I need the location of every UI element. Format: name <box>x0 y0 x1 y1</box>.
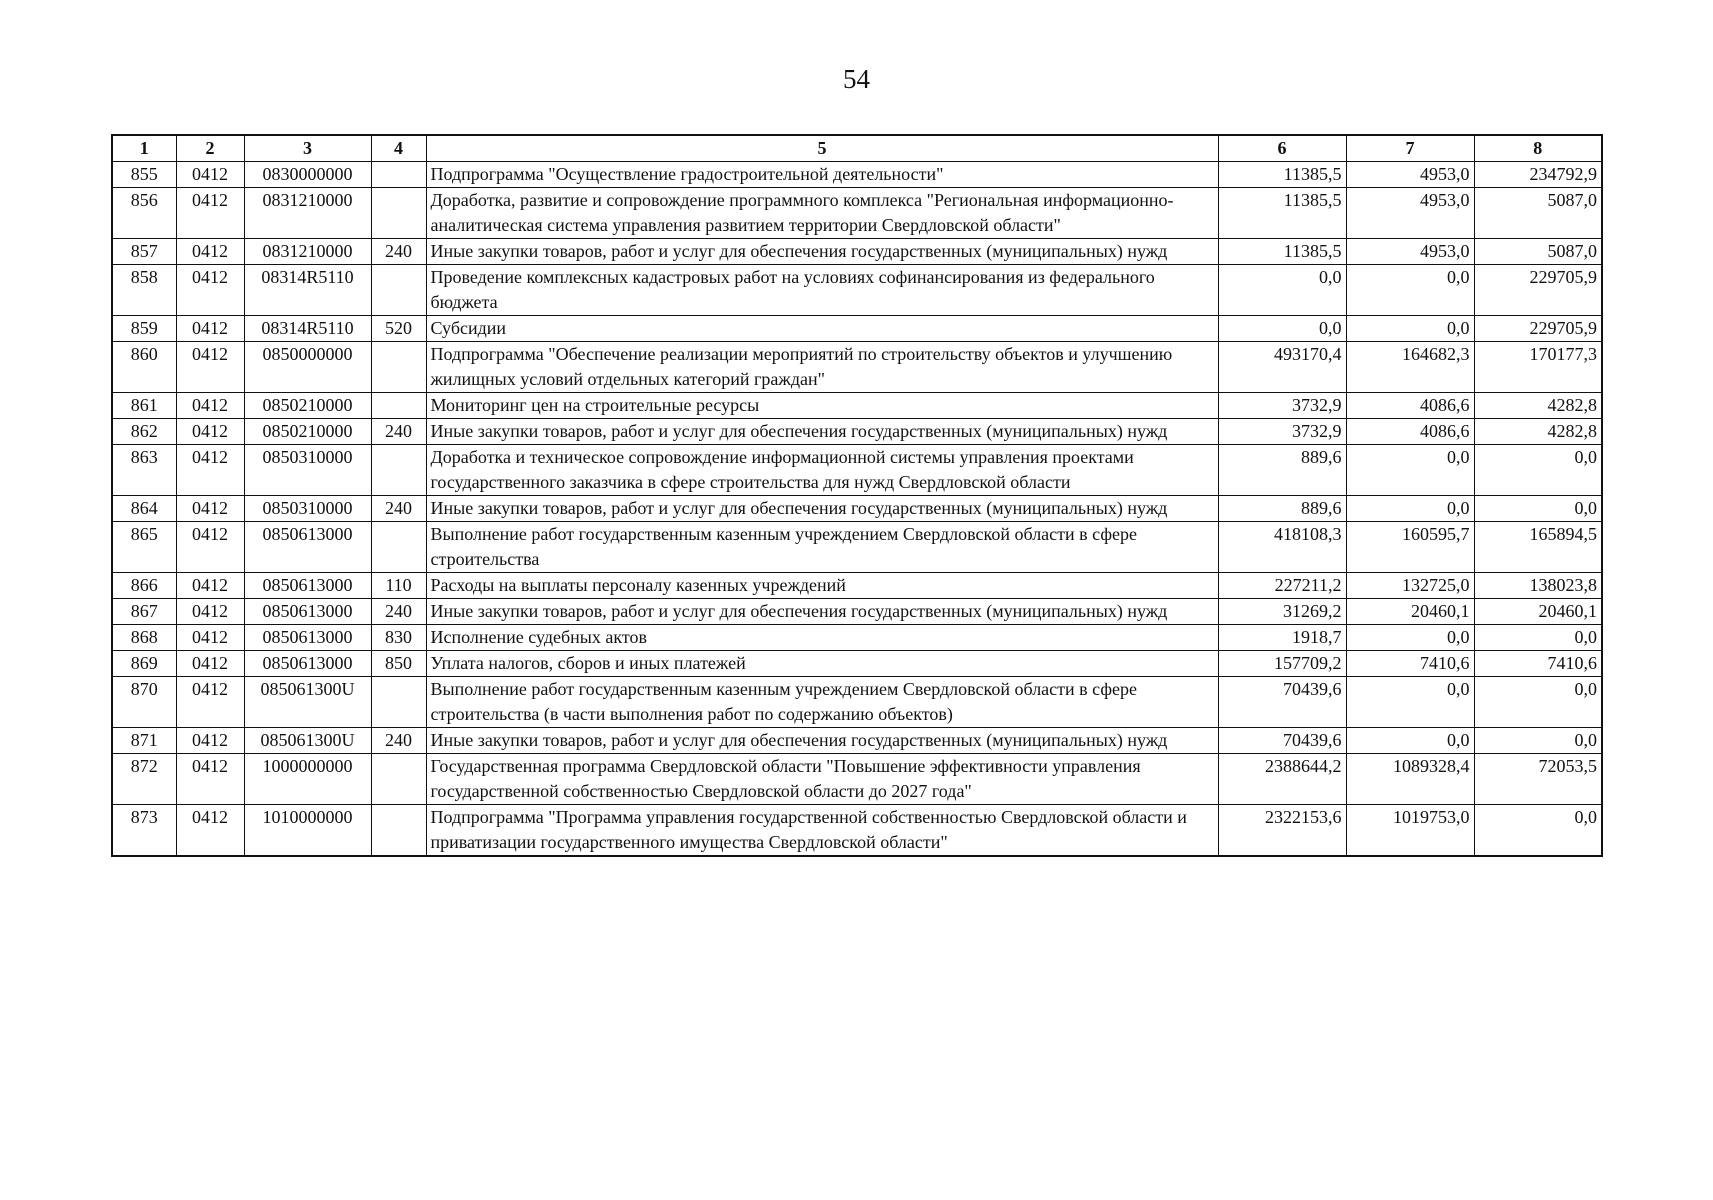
item-name: Выполнение работ государственным казенным учреждением Свердловской области в сфере строительства (в части выполнения работ по содержанию объектов) <box>426 677 1218 728</box>
row-number: 865 <box>112 522 176 573</box>
target-code: 1010000000 <box>244 805 371 857</box>
amount-col-7: 4953,0 <box>1346 188 1474 239</box>
section-code: 0412 <box>176 188 244 239</box>
amount-col-6: 2388644,2 <box>1218 754 1346 805</box>
row-number: 869 <box>112 651 176 677</box>
expense-type-code <box>371 393 426 419</box>
expense-type-code <box>371 342 426 393</box>
header-row <box>112 135 1602 162</box>
amount-col-8: 20460,1 <box>1474 599 1602 625</box>
section-code: 0412 <box>176 651 244 677</box>
amount-col-8: 165894,5 <box>1474 522 1602 573</box>
target-code: 1000000000 <box>244 754 371 805</box>
row-number: 870 <box>112 677 176 728</box>
expense-type-code <box>371 445 426 496</box>
amount-col-6: 31269,2 <box>1218 599 1346 625</box>
section-code: 0412 <box>176 316 244 342</box>
amount-col-8: 229705,9 <box>1474 316 1602 342</box>
table-row <box>112 342 1602 393</box>
target-code: 0850613000 <box>244 573 371 599</box>
row-number: 856 <box>112 188 176 239</box>
row-number: 860 <box>112 342 176 393</box>
amount-col-6: 0,0 <box>1218 316 1346 342</box>
expense-type-code: 850 <box>371 651 426 677</box>
amount-col-6: 1918,7 <box>1218 625 1346 651</box>
amount-col-6: 70439,6 <box>1218 728 1346 754</box>
header-cell: 1 <box>112 135 176 162</box>
expense-type-code <box>371 188 426 239</box>
item-name: Субсидии <box>426 316 1218 342</box>
header-cell: 6 <box>1218 135 1346 162</box>
amount-col-6: 227211,2 <box>1218 573 1346 599</box>
section-code: 0412 <box>176 805 244 857</box>
amount-col-6: 493170,4 <box>1218 342 1346 393</box>
target-code: 08314R5110 <box>244 265 371 316</box>
item-name: Государственная программа Свердловской области "Повышение эффективности управления государственной собственностью Свердловской области до 2027 года" <box>426 754 1218 805</box>
header-cell: 8 <box>1474 135 1602 162</box>
section-code: 0412 <box>176 728 244 754</box>
table-body <box>112 162 1602 857</box>
amount-col-7: 0,0 <box>1346 445 1474 496</box>
target-code: 0850210000 <box>244 393 371 419</box>
amount-col-7: 4086,6 <box>1346 393 1474 419</box>
section-code: 0412 <box>176 573 244 599</box>
item-name: Расходы на выплаты персоналу казенных учреждений <box>426 573 1218 599</box>
amount-col-6: 3732,9 <box>1218 393 1346 419</box>
target-code: 0850000000 <box>244 342 371 393</box>
amount-col-7: 0,0 <box>1346 677 1474 728</box>
row-number: 872 <box>112 754 176 805</box>
amount-col-8: 4282,8 <box>1474 393 1602 419</box>
amount-col-8: 0,0 <box>1474 805 1602 857</box>
expense-type-code: 830 <box>371 625 426 651</box>
table-row <box>112 496 1602 522</box>
amount-col-7: 132725,0 <box>1346 573 1474 599</box>
amount-col-6: 11385,5 <box>1218 162 1346 188</box>
amount-col-6: 889,6 <box>1218 496 1346 522</box>
amount-col-8: 234792,9 <box>1474 162 1602 188</box>
target-code: 0850613000 <box>244 522 371 573</box>
amount-col-8: 5087,0 <box>1474 239 1602 265</box>
table-row <box>112 522 1602 573</box>
header-cell: 3 <box>244 135 371 162</box>
item-name: Выполнение работ государственным казенным учреждением Свердловской области в сфере строительства <box>426 522 1218 573</box>
amount-col-7: 0,0 <box>1346 265 1474 316</box>
target-code: 0831210000 <box>244 188 371 239</box>
table-row <box>112 419 1602 445</box>
amount-col-7: 164682,3 <box>1346 342 1474 393</box>
item-name: Иные закупки товаров, работ и услуг для обеспечения государственных (муниципальных) нужд <box>426 419 1218 445</box>
amount-col-8: 0,0 <box>1474 445 1602 496</box>
item-name: Подпрограмма "Обеспечение реализации мероприятий по строительству объектов и улучшению жилищных условий отдельных категорий граждан" <box>426 342 1218 393</box>
item-name: Доработка и техническое сопровождение информационной системы управления проектами государственного заказчика в сфере строительства для нужд Свердловской области <box>426 445 1218 496</box>
row-number: 863 <box>112 445 176 496</box>
amount-col-7: 0,0 <box>1346 496 1474 522</box>
amount-col-8: 5087,0 <box>1474 188 1602 239</box>
budget-table <box>111 134 1603 857</box>
page-number: 54 <box>843 64 870 94</box>
target-code: 0830000000 <box>244 162 371 188</box>
expense-type-code: 240 <box>371 239 426 265</box>
header-cell: 2 <box>176 135 244 162</box>
amount-col-7: 4953,0 <box>1346 162 1474 188</box>
target-code: 0850310000 <box>244 496 371 522</box>
expense-type-code <box>371 265 426 316</box>
section-code: 0412 <box>176 445 244 496</box>
section-code: 0412 <box>176 265 244 316</box>
amount-col-8: 7410,6 <box>1474 651 1602 677</box>
row-number: 861 <box>112 393 176 419</box>
table-row <box>112 805 1602 857</box>
expense-type-code: 240 <box>371 496 426 522</box>
section-code: 0412 <box>176 625 244 651</box>
amount-col-8: 0,0 <box>1474 728 1602 754</box>
table-row <box>112 316 1602 342</box>
table-row <box>112 754 1602 805</box>
item-name: Мониторинг цен на строительные ресурсы <box>426 393 1218 419</box>
target-code: 085061300U <box>244 728 371 754</box>
table-row <box>112 728 1602 754</box>
item-name: Доработка, развитие и сопровождение программного комплекса "Региональная информационно-аналитическая система управления развитием территории Свердловской области" <box>426 188 1218 239</box>
amount-col-7: 1019753,0 <box>1346 805 1474 857</box>
expense-type-code <box>371 162 426 188</box>
amount-col-6: 70439,6 <box>1218 677 1346 728</box>
amount-col-6: 2322153,6 <box>1218 805 1346 857</box>
amount-col-8: 229705,9 <box>1474 265 1602 316</box>
row-number: 858 <box>112 265 176 316</box>
section-code: 0412 <box>176 393 244 419</box>
target-code: 0850613000 <box>244 625 371 651</box>
amount-col-8: 170177,3 <box>1474 342 1602 393</box>
table-row <box>112 239 1602 265</box>
expense-type-code <box>371 805 426 857</box>
table-row <box>112 445 1602 496</box>
expense-type-code <box>371 522 426 573</box>
amount-col-6: 3732,9 <box>1218 419 1346 445</box>
target-code: 08314R5110 <box>244 316 371 342</box>
amount-col-7: 7410,6 <box>1346 651 1474 677</box>
section-code: 0412 <box>176 342 244 393</box>
amount-col-6: 889,6 <box>1218 445 1346 496</box>
item-name: Иные закупки товаров, работ и услуг для обеспечения государственных (муниципальных) нужд <box>426 728 1218 754</box>
section-code: 0412 <box>176 239 244 265</box>
expense-type-code: 110 <box>371 573 426 599</box>
table-row <box>112 265 1602 316</box>
header-cell: 5 <box>426 135 1218 162</box>
section-code: 0412 <box>176 754 244 805</box>
amount-col-7: 160595,7 <box>1346 522 1474 573</box>
item-name: Подпрограмма "Программа управления государственной собственностью Свердловской области и приватизации государственного имущества Свердловской области" <box>426 805 1218 857</box>
amount-col-6: 157709,2 <box>1218 651 1346 677</box>
amount-col-7: 0,0 <box>1346 625 1474 651</box>
table-row <box>112 651 1602 677</box>
table-row <box>112 573 1602 599</box>
row-number: 855 <box>112 162 176 188</box>
amount-col-6: 11385,5 <box>1218 188 1346 239</box>
header-cell: 7 <box>1346 135 1474 162</box>
amount-col-7: 4953,0 <box>1346 239 1474 265</box>
row-number: 868 <box>112 625 176 651</box>
row-number: 873 <box>112 805 176 857</box>
amount-col-8: 0,0 <box>1474 625 1602 651</box>
item-name: Исполнение судебных актов <box>426 625 1218 651</box>
row-number: 864 <box>112 496 176 522</box>
amount-col-7: 1089328,4 <box>1346 754 1474 805</box>
table-row <box>112 393 1602 419</box>
row-number: 857 <box>112 239 176 265</box>
expense-type-code: 240 <box>371 728 426 754</box>
table-row <box>112 188 1602 239</box>
row-number: 866 <box>112 573 176 599</box>
target-code: 0850310000 <box>244 445 371 496</box>
row-number: 867 <box>112 599 176 625</box>
target-code: 085061300U <box>244 677 371 728</box>
expense-type-code: 520 <box>371 316 426 342</box>
amount-col-8: 138023,8 <box>1474 573 1602 599</box>
amount-col-8: 0,0 <box>1474 496 1602 522</box>
target-code: 0850210000 <box>244 419 371 445</box>
amount-col-7: 4086,6 <box>1346 419 1474 445</box>
amount-col-7: 20460,1 <box>1346 599 1474 625</box>
row-number: 859 <box>112 316 176 342</box>
amount-col-8: 72053,5 <box>1474 754 1602 805</box>
header-cell: 4 <box>371 135 426 162</box>
section-code: 0412 <box>176 496 244 522</box>
table-row <box>112 162 1602 188</box>
expense-type-code <box>371 754 426 805</box>
amount-col-8: 0,0 <box>1474 677 1602 728</box>
section-code: 0412 <box>176 599 244 625</box>
amount-col-6: 11385,5 <box>1218 239 1346 265</box>
expense-type-code: 240 <box>371 599 426 625</box>
table-row <box>112 677 1602 728</box>
amount-col-6: 418108,3 <box>1218 522 1346 573</box>
target-code: 0850613000 <box>244 651 371 677</box>
amount-col-8: 4282,8 <box>1474 419 1602 445</box>
section-code: 0412 <box>176 677 244 728</box>
table-row <box>112 599 1602 625</box>
amount-col-7: 0,0 <box>1346 728 1474 754</box>
item-name: Иные закупки товаров, работ и услуг для обеспечения государственных (муниципальных) нужд <box>426 239 1218 265</box>
section-code: 0412 <box>176 522 244 573</box>
section-code: 0412 <box>176 162 244 188</box>
amount-col-7: 0,0 <box>1346 316 1474 342</box>
item-name: Уплата налогов, сборов и иных платежей <box>426 651 1218 677</box>
amount-col-6: 0,0 <box>1218 265 1346 316</box>
section-code: 0412 <box>176 419 244 445</box>
row-number: 871 <box>112 728 176 754</box>
expense-type-code <box>371 677 426 728</box>
item-name: Иные закупки товаров, работ и услуг для обеспечения государственных (муниципальных) нужд <box>426 496 1218 522</box>
target-code: 0831210000 <box>244 239 371 265</box>
row-number: 862 <box>112 419 176 445</box>
target-code: 0850613000 <box>244 599 371 625</box>
item-name: Подпрограмма "Осуществление градостроительной деятельности" <box>426 162 1218 188</box>
table-row <box>112 625 1602 651</box>
item-name: Иные закупки товаров, работ и услуг для обеспечения государственных (муниципальных) нужд <box>426 599 1218 625</box>
item-name: Проведение комплексных кадастровых работ на условиях софинансирования из федерального бюджета <box>426 265 1218 316</box>
expense-type-code: 240 <box>371 419 426 445</box>
